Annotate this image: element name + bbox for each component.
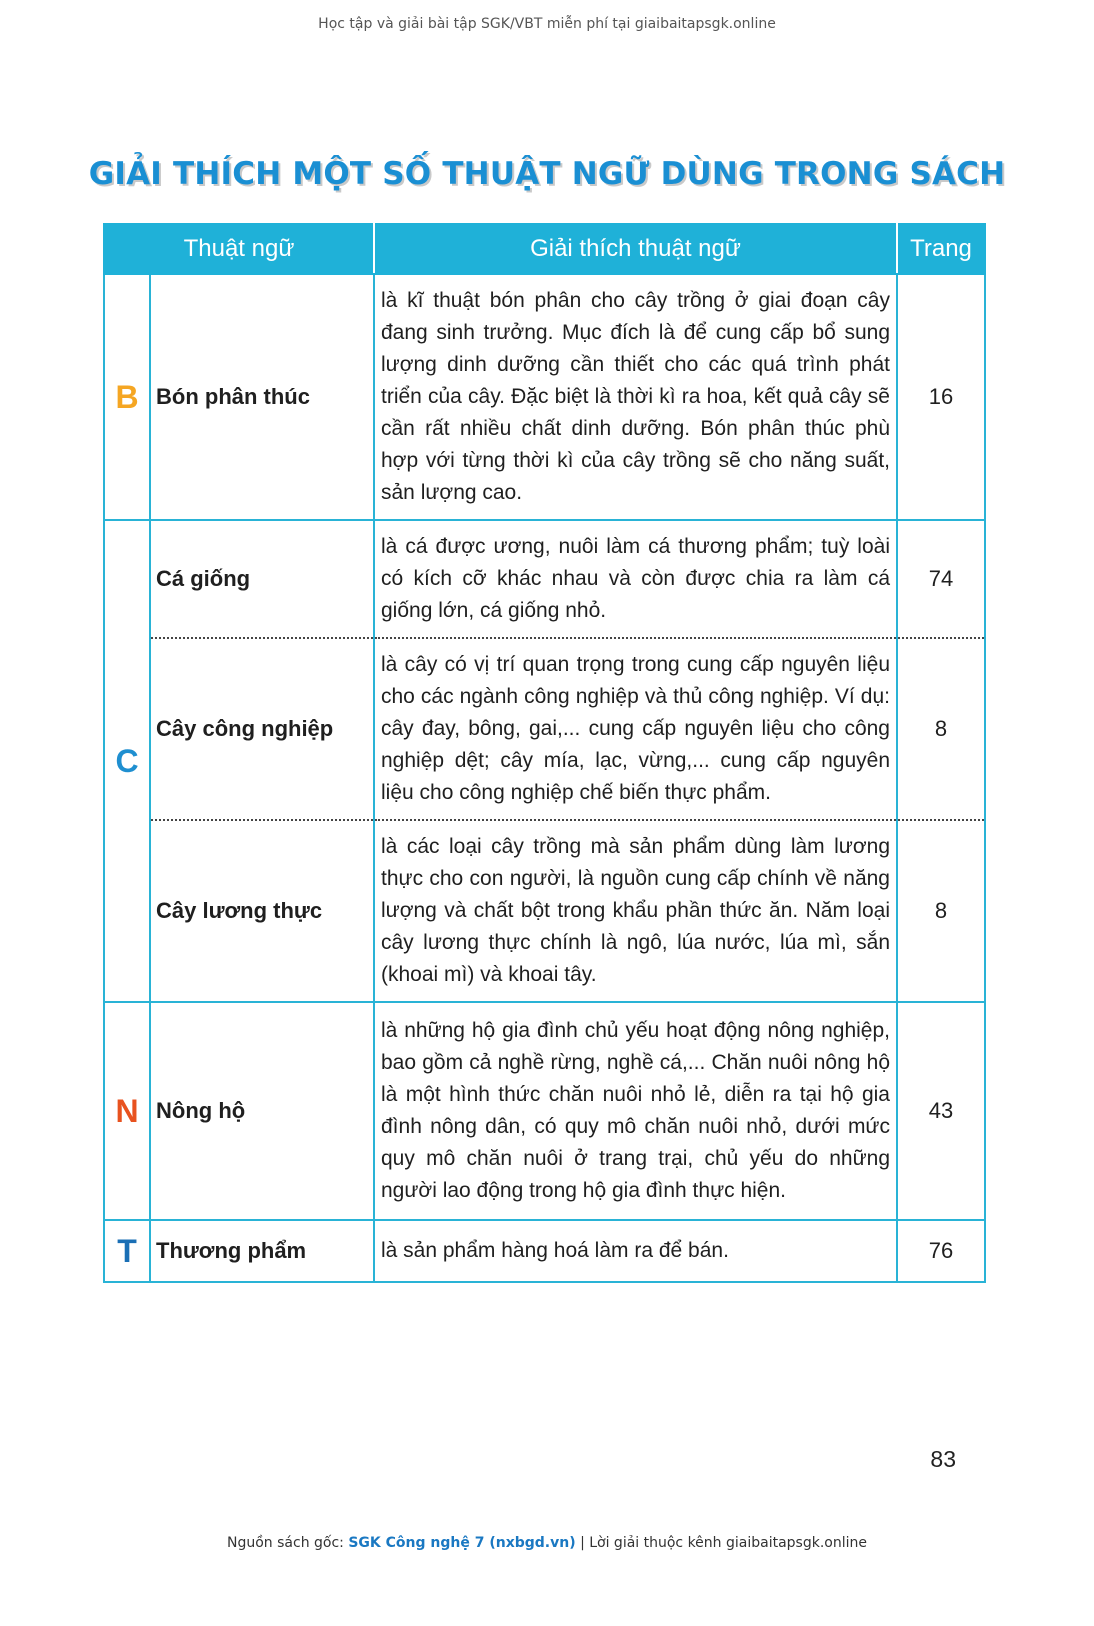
glossary-table (103, 223, 986, 1283)
definition-cell: là sản phẩm hàng hoá làm ra để bán. (374, 1220, 897, 1282)
footer-suffix: | Lời giải thuộc kênh giaibaitapsgk.online (580, 1535, 867, 1551)
table-row (104, 274, 985, 520)
page-cell: 8 (897, 638, 985, 820)
table-row (104, 820, 985, 1002)
header-term: Thuật ngữ (104, 224, 374, 274)
page-number: 83 (930, 1446, 956, 1472)
table-header-row (104, 224, 985, 274)
page-cell: 8 (897, 820, 985, 1002)
page-cell: 16 (897, 274, 985, 520)
page-cell: 43 (897, 1002, 985, 1220)
term-cell: Cây lương thực (150, 820, 374, 1002)
term-cell: Cây công nghiệp (150, 638, 374, 820)
header-page: Trang (897, 224, 985, 274)
section-letter-c: C (104, 520, 150, 1002)
term-cell: Thương phẩm (150, 1220, 374, 1282)
definition-cell: là cây có vị trí quan trọng trong cung cấp nguyên liệu cho các ngành công nghiệp và thủ công nghiệp. Ví dụ: cây đay, bông, gai,... cung cấp nguyên liệu cho công nghiệp dệt; cây mía, lạc, vừng,... cung cấp nguyên liệu cho công nghiệp chế biến thực phẩm. (374, 638, 897, 820)
definition-cell: là cá được ương, nuôi làm cá thương phẩm; tuỳ loài có kích cỡ khác nhau và còn được chia ra làm cá giống lớn, cá giống nhỏ. (374, 520, 897, 638)
definition-cell: là những hộ gia đình chủ yếu hoạt động nông nghiệp, bao gồm cả nghề rừng, nghề cá,... Chăn nuôi nông hộ là một hình thức chăn nuôi nhỏ lẻ, diễn ra tại hộ gia đình nông dân, có quy mô chăn nuôi nhỏ, dưới mức quy mô chăn nuôi ở trang trại, chủ yếu do những người lao động trong hộ gia đình thực hiện. (374, 1002, 897, 1220)
table-row (104, 638, 985, 820)
section-letter-t: T (104, 1220, 150, 1282)
header-definition: Giải thích thuật ngữ (374, 224, 897, 274)
term-cell: Bón phân thúc (150, 274, 374, 520)
term-cell: Nông hộ (150, 1002, 374, 1220)
term-cell: Cá giống (150, 520, 374, 638)
page-cell: 76 (897, 1220, 985, 1282)
header-note: Học tập và giải bài tập SGK/VBT miễn phí tại giaibaitapsgk.online (318, 16, 776, 32)
section-letter-b: B (104, 274, 150, 520)
page-cell: 74 (897, 520, 985, 638)
table-row (104, 520, 985, 638)
footer-source-link[interactable]: SGK Công nghệ 7 (nxbgd.vn) (348, 1535, 576, 1551)
definition-cell: là kĩ thuật bón phân cho cây trồng ở giai đoạn cây đang sinh trưởng. Mục đích là để cung cấp bổ sung lượng dinh dưỡng cần thiết cho các quá trình phát triển của cây. Đặc biệt là thời kì ra hoa, kết quả cây sẽ cần rất nhiều chất dinh dưỡng. Bón phân thúc phù hợp với từng thời kì của cây trồng sẽ cho năng suất, sản lượng cao. (374, 274, 897, 520)
table-row (104, 1220, 985, 1282)
footer-note (0, 1535, 1094, 1551)
section-letter-n: N (104, 1002, 150, 1220)
page-title: GIẢI THÍCH MỘT SỐ THUẬT NGỮ DÙNG TRONG SÁCH (88, 156, 1006, 192)
table-row (104, 1002, 985, 1220)
definition-cell: là các loại cây trồng mà sản phẩm dùng làm lương thực cho con người, là nguồn cung cấp chính về năng lượng và chất bột trong khẩu phần thức ăn. Năm loại cây lương thực chính là ngô, lúa nước, lúa mì, sắn (khoai mì) và khoai tây. (374, 820, 897, 1002)
footer-prefix: Nguồn sách gốc: (227, 1535, 344, 1551)
